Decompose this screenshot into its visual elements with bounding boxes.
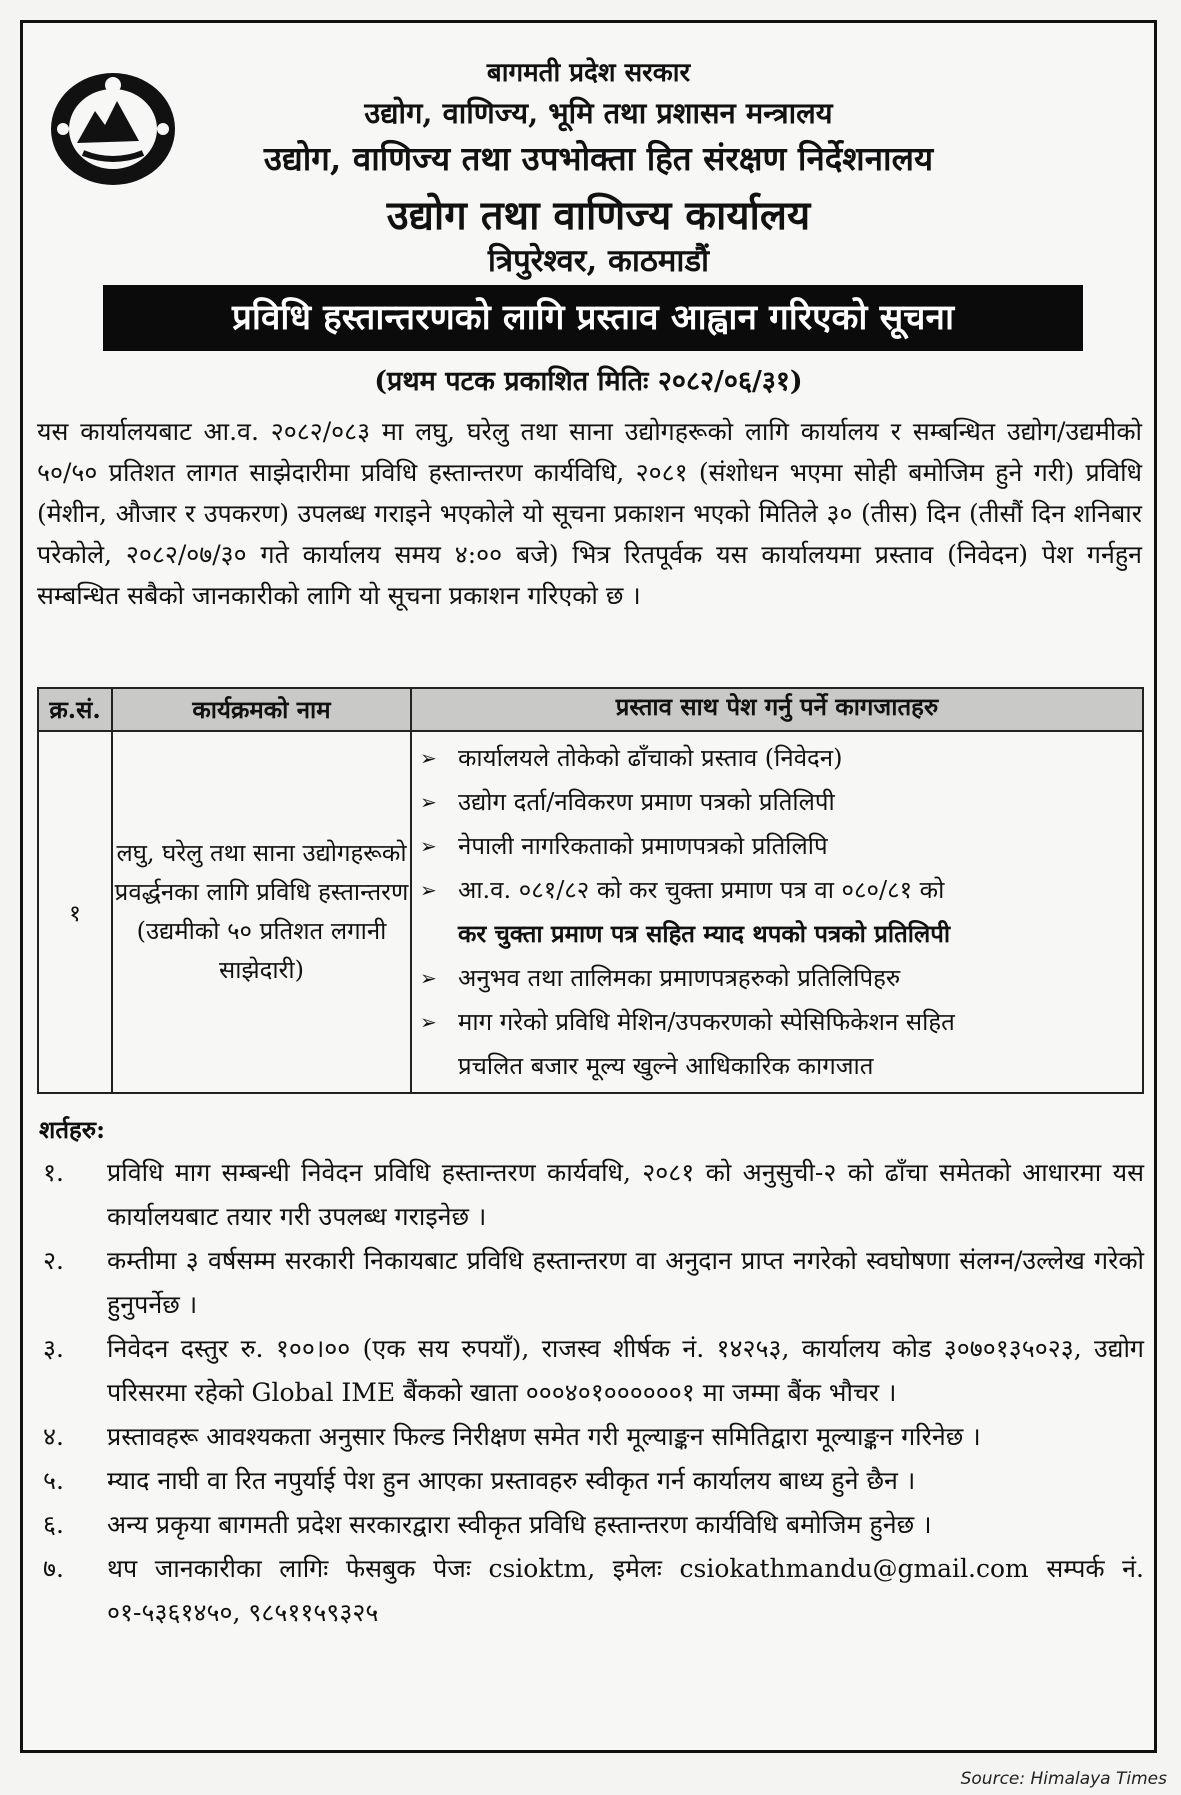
notice-frame [20, 20, 1157, 1753]
table-header-row [38, 688, 1143, 731]
list-item: ➢ माग गरेको प्रविधि मेशिन/उपकरणको स्पेसिफिकेशन सहित [418, 1000, 1136, 1044]
office-name: उद्योग तथा वाणिज्य कार्यालय [386, 192, 811, 239]
list-item-continuation: कर चुक्ता प्रमाण पत्र सहित म्याद थपको पत्रको प्रतिलिपी [458, 919, 951, 948]
arrow-bullet-icon: ➢ [420, 1010, 437, 1034]
row-documents [411, 731, 1143, 1093]
list-item: ➢ नेपाली नागरिकताको प्रमाणपत्रको प्रतिलिपि [418, 824, 1136, 868]
table-row [38, 731, 1143, 1093]
list-item: ➢ उद्योग दर्ता/नविकरण प्रमाण पत्रको प्रतिलिपी [418, 780, 1136, 824]
list-item-continuation: प्रचलित बजार मूल्य खुल्ने आधिकारिक कागजात [458, 1052, 874, 1080]
row-program-name: लघु, घरेलु तथा साना उद्योगहरूको प्रवर्द्धनका लागि प्रविधि हस्तान्तरण (उद्यमीको ५० प्रतिशत लगानी साझेदारी) [112, 731, 411, 1093]
arrow-bullet-icon: ➢ [420, 746, 437, 770]
publish-date: (प्रथम पटक प्रकाशित मितिः २०८२/०६/३१) [374, 366, 803, 397]
term-item: १. प्रविधि माग सम्बन्धी निवेदन प्रविधि हस्तान्तरण कार्यवधि, २०८१ को अनुसुची-२ को ढाँचा समेतको आधारमा यस कार्यालयबाट तयार गरी उपलब्ध गराइनेछ । [43, 1158, 1144, 1231]
list-item: ➢ अनुभव तथा तालिमका प्रमाणपत्रहरुको प्रतिलिपिहरु [418, 956, 1136, 1000]
terms-list [37, 1151, 1144, 1635]
arrow-bullet-icon: ➢ [420, 966, 437, 990]
column-header-program: कार्यक्रमको नाम [112, 688, 411, 731]
requirements-table [37, 687, 1144, 1094]
column-header-documents: प्रस्ताव साथ पेश गर्नु पर्ने कागजातहरु [411, 688, 1143, 731]
ministry-name: उद्योग, वाणिज्य, भूमि तथा प्रशासन मन्त्रालय [364, 96, 833, 130]
row-sn: १ [38, 731, 112, 1093]
list-item: ➢ कार्यालयले तोकेको ढाँचाको प्रस्ताव (निवेदन) [418, 736, 1136, 780]
notice-title: प्रविधि हस्तान्तरणको लागि प्रस्ताव आह्वान गरिएको सूचना [103, 285, 1083, 351]
terms-heading: शर्तहरु: [39, 1115, 105, 1144]
term-item: ३. निवेदन दस्तुर रु. १००।०० (एक सय रुपयाँ), राजस्व शीर्षक नं. १४२५३, कार्यालय कोड ३०७०१३५०२३, उद्योग परिसरमा रहेको Global IME बैंकको खाता ०००४०१००००००१ मा जम्मा बैंक भौचर । [43, 1334, 1144, 1407]
arrow-bullet-icon: ➢ [420, 878, 437, 902]
intro-paragraph: यस कार्यालयबाट आ.व. २०८२/०८३ मा लघु, घरेलु तथा साना उद्योगहरूको लागि कार्यालय र सम्बन्धित उद्योग/उद्यमीको ५०/५० प्रतिशत लागत साझेदारीमा प्रविधि हस्तान्तरण कार्यविधि, २०८१ (संशोधन भएमा सोही बमोजिम हुने गरी) प्रविधि (मेशीन, औजार र उपकरण) उपलब्ध गराइने भएकोले यो सूचना प्रकाशन भएको मितिले ३० (तीस) दिन (तीसौं दिन शनिबार परेकोले, २०८२/०७/३० गते कार्यालय समय ४:०० बजे) भित्र रितपूर्वक यस कार्यालयमा प्रस्ताव (निवेदन) पेश गर्नहुन सम्बन्धित सबैको जानकारीको लागि यो सूचना प्रकाशन गरिएको छ । [37, 417, 1142, 610]
source-credit: Source: Himalaya Times [960, 1769, 1167, 1789]
term-item: ७. थप जानकारीका लागिः फेसबुक पेजः csioktm, इमेलः csiokathmandu@gmail.com सम्पर्क नं. ०१-५३६१४५०, ९८५११५९३२५ [43, 1554, 1144, 1627]
term-item: ५. म्याद नाघी वा रित नपुर्याई पेश हुन आएका प्रस्तावहरु स्वीकृत गर्न कार्यालय बाध्य हुने छैन । [43, 1466, 916, 1495]
list-item: ➢ आ.व. ०८१/८२ को कर चुक्ता प्रमाण पत्र वा ०८०/८१ को [418, 868, 1136, 912]
provincial-government: बागमती प्रदेश सरकार [486, 58, 691, 88]
term-item: २. कम्तीमा ३ वर्षसम्म सरकारी निकायबाट प्रविधि हस्तान्तरण वा अनुदान प्राप्त नगरेको स्वघोषणा संलग्न/उल्लेख गरेको हुनुपर्नेछ । [43, 1246, 1144, 1319]
arrow-bullet-icon: ➢ [420, 834, 437, 858]
directorate-name: उद्योग, वाणिज्य तथा उपभोक्ता हित संरक्षण निर्देशनालय [263, 139, 934, 178]
term-item: ४. प्रस्तावहरू आवश्यकता अनुसार फिल्ड निरीक्षण समेत गरी मूल्याङ्कन समितिद्वारा मूल्याङ्कन गरिनेछ । [43, 1422, 981, 1451]
column-header-sn: क्र.सं. [38, 688, 112, 731]
term-item: ६. अन्य प्रकृया बागमती प्रदेश सरकारद्वारा स्वीकृत प्रविधि हस्तान्तरण कार्यविधि बमोजिम हुनेछ । [43, 1510, 932, 1539]
arrow-bullet-icon: ➢ [420, 790, 437, 814]
office-location: त्रिपुरेश्वर, काठमाडौं [487, 243, 710, 279]
